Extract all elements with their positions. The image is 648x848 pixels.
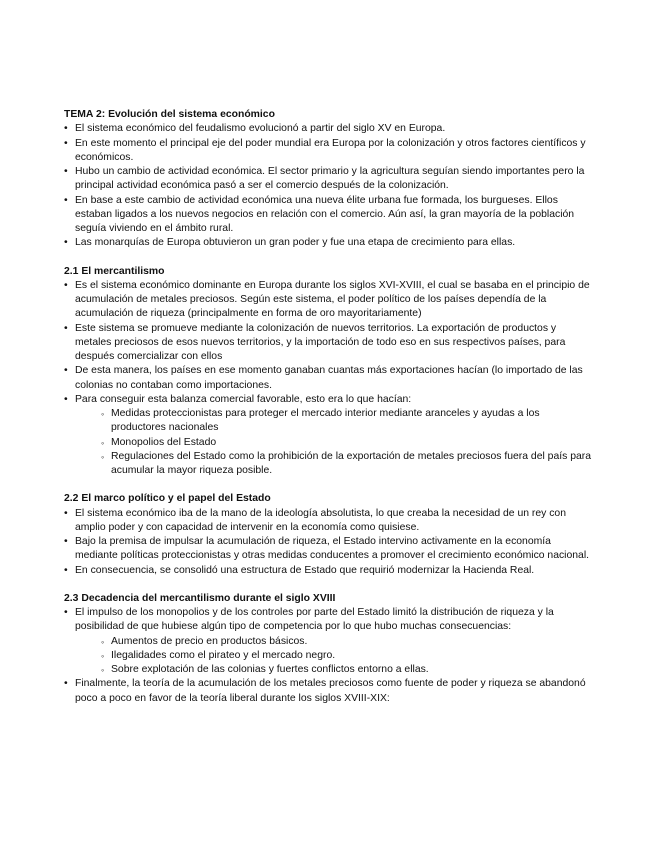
- bullet-text: Para conseguir esta balanza comercial favorable, esto era lo que hacían:: [75, 393, 412, 405]
- bullet-text: Las monarquías de Europa obtuvieron un gran poder y fue una etapa de crecimiento para ellas.: [75, 237, 516, 249]
- bullet-item: [64, 677, 594, 706]
- bullet-text: De esta manera, los países en ese momento ganaban cuantas más exportaciones hacían (lo importado de las colonias no contaban como importaciones.: [75, 365, 583, 391]
- bullet-item: [64, 507, 594, 536]
- section: [64, 108, 594, 251]
- bullet-item: [64, 606, 594, 677]
- sub-bullet-item: ◦ Medidas proteccionistas para proteger el mercado interior mediante aranceles y ayudas a los productores nacionales: [101, 407, 594, 436]
- bullet-text: El impulso de los monopolios y de los controles por parte del Estado limitó la distribución de riqueza y la posibilidad de que hubiese algún tipo de competencia por lo que hubo muchas consecuencias:: [75, 607, 554, 633]
- sub-bullet-item: ◦ Regulaciones del Estado como la prohibición de la exportación de metales preciosos fuera del país para acumular la mayor riqueza posible.: [101, 450, 594, 479]
- bullet-text: En base a este cambio de actividad económica una nueva élite urbana fue formada, los burgueses. Ellos estaban ligados a los nuevos negocios en relación con el comercio. Aún así, la gran mayoría de la población seguía viviendo en el ámbito rural.: [75, 194, 575, 234]
- bullet-item: [64, 236, 594, 250]
- bullet-item: [64, 535, 594, 564]
- section: [64, 592, 594, 706]
- bullet-item: [64, 137, 594, 166]
- bullet-item: [64, 364, 594, 393]
- section: [64, 265, 594, 479]
- bullet-item: [64, 564, 594, 578]
- bullet-list: [64, 279, 594, 479]
- sub-bullet-list: [75, 635, 594, 678]
- bullet-list: [64, 122, 594, 250]
- bullet-text: Hubo un cambio de actividad económica. El sector primario y la agricultura seguían siendo importantes pero la principal actividad económica pasó a ser el comercio después de la colonización.: [75, 166, 585, 192]
- section-heading: 2.3 Decadencia del mercantilismo durante el siglo XVIII: [64, 592, 336, 604]
- bullet-item: [64, 279, 594, 322]
- bullet-text: Bajo la premisa de impulsar la acumulación de riqueza, el Estado intervino activamente en la economía mediante políticas proteccionistas y otras medidas conducentes a promover el crecimiento económico nacional.: [75, 536, 590, 562]
- section-heading: 2.2 El marco político y el papel del Estado: [64, 493, 271, 505]
- section-heading: 2.1 El mercantilismo: [64, 265, 165, 277]
- bullet-text: En consecuencia, se consolidó una estructura de Estado que requirió modernizar la Hacienda Real.: [75, 564, 535, 576]
- bullet-item: [64, 165, 594, 194]
- bullet-text: Este sistema se promueve mediante la colonización de nuevos territorios. La exportación de productos y metales preciosos de esos nuevos territorios, y la importación de todo eso en sus respectivos países, para después comercializar con ellos: [75, 322, 566, 362]
- bullet-text: En este momento el principal eje del poder mundial era Europa por la colonización y otros factores científicos y económicos.: [75, 137, 586, 163]
- sub-bullet-item: ◦ Monopolios del Estado: [101, 436, 594, 450]
- sub-bullet-item: ◦ Aumentos de precio en productos básicos.: [101, 635, 594, 649]
- bullet-list: [64, 507, 594, 578]
- sub-bullet-list: [75, 407, 594, 478]
- bullet-item: [64, 322, 594, 365]
- bullet-text: Finalmente, la teoría de la acumulación de los metales preciosos como fuente de poder y riqueza se abandonó poco a poco en favor de la teoría liberal durante los siglos XVIII-XIX:: [75, 678, 586, 704]
- bullet-text: El sistema económico del feudalismo evolucionó a partir del siglo XV en Europa.: [75, 123, 446, 135]
- bullet-item: [64, 194, 594, 237]
- section-heading: TEMA 2: Evolución del sistema económico: [64, 109, 275, 120]
- sub-bullet-item: ◦ Ilegalidades como el pirateo y el mercado negro.: [101, 649, 594, 663]
- section: [64, 492, 594, 578]
- bullet-item: [64, 393, 594, 479]
- document-page: [64, 108, 594, 720]
- bullet-text: El sistema económico iba de la mano de la ideología absolutista, lo que creaba la necesidad de un rey con amplio poder y con capacidad de intervenir en la economía como quisiese.: [75, 507, 566, 533]
- bullet-text: Es el sistema económico dominante en Europa durante los siglos XVI-XVIII, el cual se basaba en el principio de acumulación de metales preciosos. Según este sistema, el poder político de los países dependía de la acumulación de riqueza (principalmente en forma de oro mayoritariamente): [75, 279, 590, 320]
- bullet-item: [64, 122, 594, 136]
- sub-bullet-item: ◦ Sobre explotación de las colonias y fuertes conflictos entorno a ellas.: [101, 663, 594, 677]
- bullet-list: [64, 606, 594, 706]
